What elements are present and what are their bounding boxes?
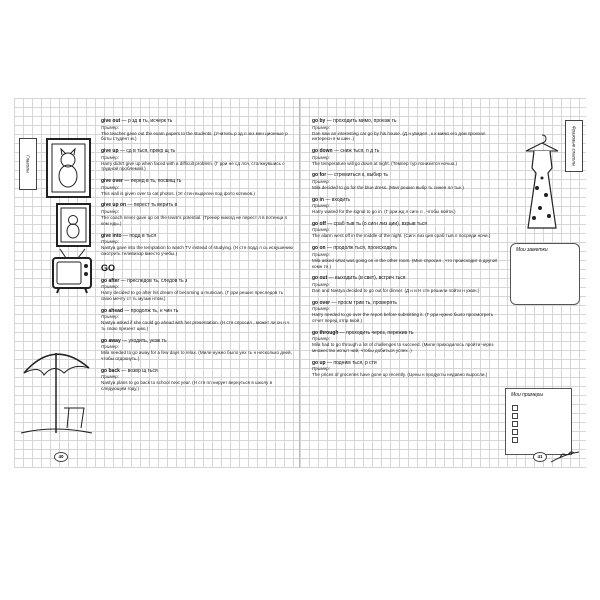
phrasal-verb-entry: [312, 330, 500, 354]
entry-example-label: Пример:: [101, 374, 119, 380]
entry-phrase: go for: [312, 172, 327, 179]
entry-example-ru: (Н стя спросил , может ли он н ч ть свою презент цию.): [101, 320, 290, 332]
entry-phrase: go on: [312, 245, 326, 252]
entry-example: [101, 350, 293, 362]
entry-meaning: — проходить мимо, проезж ть: [326, 118, 397, 124]
entry-example-en: Harry needed to go over the report before submitting it.: [312, 312, 424, 318]
entry-phrase: go away: [101, 337, 121, 344]
entry-example-en: Mila asked what was going on in the other room.: [312, 257, 411, 263]
entry-example-en: The teacher gave out the exam papers to the students.: [101, 130, 213, 136]
entry-example-ru: (Н стя подд л сь искушению смотреть телевизор вместо учебы.): [101, 245, 294, 256]
entry-example-ru: (Мил спросил , что происходит в другой комн те.): [312, 257, 497, 269]
entry-phrase: go off: [312, 220, 326, 227]
phrasal-verb-entry: [312, 275, 500, 293]
entry-example-en: The prices of groceries have gone up recently.: [312, 372, 407, 378]
entry-example: [101, 245, 293, 257]
entry-meaning: — сд в ться, прекр щ ть: [119, 148, 176, 155]
entry-example: [312, 258, 500, 270]
entry-example-ru: (Миле нужно было уех ть н несколько дней, чтобы отдохнуть.): [101, 350, 292, 362]
entry-phrase: go through: [312, 329, 339, 336]
entry-example-en: The temperature will go down at night.: [312, 160, 390, 166]
entry-example-label: Пример:: [101, 208, 119, 214]
framed-cat-picture-icon: [46, 138, 91, 198]
entry-phrase: go over: [312, 299, 331, 306]
entry-example-en: Dan and Nastya decided to go out for dinner.: [312, 287, 404, 293]
phrasal-verb-entry: [312, 245, 500, 269]
entry-example-en: Harry didn't give up when faced with a difficult problem.: [101, 160, 214, 166]
book-spread: [14, 98, 586, 468]
checkbox[interactable]: [512, 413, 518, 419]
entry-example-en: Nastya asked if she could go ahead with her presentation.: [101, 320, 219, 326]
entry-example: [312, 185, 500, 191]
entry-phrase: give up on: [101, 202, 126, 209]
entry-example-ru: (Г рри нужно было просмотреть отчет перед отпр вкой.): [312, 312, 494, 323]
entry-example-label: Пример:: [312, 154, 330, 160]
entry-meaning: — перест ть верить в: [127, 202, 178, 209]
entry-example-ru: (Г рри не сд лся, столкнувшись с трудной проблемой.): [101, 160, 285, 172]
dress-hanger-icon: [522, 133, 562, 233]
entry-meaning: — возвр щ ться: [121, 367, 158, 374]
right-side-tab: [565, 120, 583, 172]
phrasal-verb-entry: [101, 202, 293, 226]
entry-example-label: Пример:: [101, 314, 119, 320]
phrasal-verb-entry: [312, 300, 500, 324]
entry-example-ru: (Сигн лиз ция сраб тыв л посреди ночи.): [403, 233, 491, 239]
phrasal-verb-entry: [101, 308, 293, 332]
entry-meaning: — уходить, уезж ть: [122, 337, 167, 344]
left-column: [101, 118, 293, 398]
entry-example-label: Пример:: [312, 251, 330, 257]
entry-example-en: Nastya gave into the temptation to watch TV instead of studying.: [101, 245, 232, 251]
phrasal-verb-entry: [312, 148, 500, 166]
phrasal-verb-entry: [312, 221, 500, 239]
entry-meaning: — подним ться, р сти: [327, 359, 377, 366]
checkbox[interactable]: [512, 421, 518, 427]
entry-meaning: — сраб тыв ть (о сигн лиз ции), взрыв ться: [327, 220, 428, 227]
entry-example-label: Пример:: [312, 203, 330, 209]
entry-example-en: Mila needed to go away for a few days to relax.: [101, 350, 198, 356]
entry-example: [312, 372, 500, 378]
entry-example-en: The coach never gave up on the team's potential.: [101, 214, 202, 220]
entry-example-ru: (Д н и Н стя решили пойти н ужин.): [404, 287, 480, 293]
entry-example-label: Пример:: [101, 239, 119, 245]
left-side-tab-label: Глаголы: [25, 155, 31, 173]
phrasal-verb-entry: [101, 118, 293, 142]
entry-phrase: go down: [312, 148, 333, 155]
entry-example-en: Nastya plans to go back to school next year.: [101, 380, 191, 386]
entry-example: [101, 161, 293, 173]
entry-phrase: go up: [312, 359, 326, 366]
entry-example-label: Пример:: [312, 227, 330, 233]
entry-example: [101, 290, 293, 302]
entry-example: [101, 191, 293, 197]
entry-example: [312, 131, 500, 143]
entry-meaning: — проходить через, пережив ть: [339, 329, 414, 336]
entry-example-en: The alarm went off in the middle of the night.: [312, 233, 403, 239]
entry-example-ru: (Г рри жд л сигн л , чтобы войти.): [384, 209, 456, 215]
entry-phrase: go back: [101, 367, 120, 374]
checkbox[interactable]: [512, 405, 518, 411]
entry-phrase: go after: [101, 277, 120, 284]
entry-example-ru: (Тренер никогд не перест л в потенци л ком нды.): [101, 214, 288, 226]
notes-box[interactable]: [510, 243, 580, 305]
entry-example: [312, 288, 500, 294]
entry-meaning: — входить: [325, 196, 351, 203]
entry-example-ru: (Г рри решил преследов ть свою мечту ст ть музык нтом.): [101, 290, 284, 301]
entry-example-label: Пример:: [312, 366, 330, 372]
phrasal-verb-entry: [312, 197, 500, 215]
entry-phrase: go by: [312, 118, 326, 124]
entry-example: [101, 131, 293, 143]
entry-meaning: — р зд в ть, исчерк ть: [121, 118, 173, 124]
entry-meaning: — просм трив ть, проверять: [331, 299, 397, 306]
entry-meaning: — стремиться к, выбир ть: [327, 172, 388, 179]
entry-example-en: Dan saw an interesting car go by his house.: [312, 130, 402, 136]
entry-example-ru: (Учитель р зд л экз мен ционные р боты студент м.): [101, 130, 288, 142]
entry-example-label: Пример:: [101, 344, 119, 350]
entry-meaning: — подд в ться: [122, 232, 157, 239]
entry-example: [101, 320, 293, 332]
page-number: 41: [533, 452, 547, 462]
entry-phrase: give up: [101, 148, 119, 155]
phrasal-verb-entry: [101, 233, 293, 257]
entry-example-label: Пример:: [312, 178, 330, 184]
examples-box[interactable]: [505, 388, 572, 455]
entry-example-ru: (Мил решил выбр ть синее пл тье.): [388, 184, 464, 190]
entry-example-en: Harry waited for the signal to go in.: [312, 209, 383, 215]
entry-example-ru: (Д н увидел , к к мимо его дом проехал интересн я м шин .): [312, 130, 486, 142]
entry-example: [312, 233, 500, 239]
retro-tv-icon: [52, 248, 92, 294]
entry-example-label: Пример:: [101, 284, 119, 290]
entry-meaning: — выходить (в свет), встреч ться: [328, 275, 406, 282]
entry-example: [312, 161, 500, 167]
entry-meaning: — сниж ться, п д ть: [333, 148, 380, 155]
entry-example-en: Harry decided to go after his dream of becoming a musician.: [101, 290, 224, 296]
phrasal-verb-entry: [101, 278, 293, 302]
entry-phrase: give over: [101, 178, 123, 185]
entry-example-en: This wall is given over to cat photos.: [101, 190, 175, 196]
entry-example-ru: (Эт стен выделен под фото котиков.): [176, 190, 255, 196]
entry-example-label: Пример:: [312, 281, 330, 287]
entry-phrase: give into: [101, 232, 122, 239]
entry-example-ru: (Миле приходилось пройти через множество испыт ний, чтобы добиться успех .): [312, 342, 494, 354]
entry-meaning: — перед в ть, посвящ ть: [124, 178, 182, 185]
phrasal-verb-entry: [101, 368, 293, 392]
phrasal-verb-entry: [101, 178, 293, 196]
entry-example: [101, 380, 293, 392]
entry-example-label: Пример:: [101, 124, 119, 130]
checkbox[interactable]: [512, 437, 518, 443]
entry-phrase: go ahead: [101, 307, 123, 314]
entry-example-label: Пример:: [312, 124, 330, 130]
page-number: 40: [54, 452, 68, 462]
phrasal-verb-entry: [312, 118, 500, 142]
entry-example-label: Пример:: [101, 154, 119, 160]
examples-title: Мои примеры: [511, 392, 544, 398]
notes-title: Мои заметки: [516, 247, 548, 253]
right-column: [312, 118, 500, 384]
entry-example-label: Пример:: [101, 184, 119, 190]
entry-phrase: go in: [312, 196, 324, 203]
entry-example: [312, 342, 500, 354]
entry-example-label: Пример:: [312, 306, 330, 312]
phrasal-verb-entry: [312, 172, 500, 190]
entry-meaning: — продолж ть, н чин ть: [124, 307, 179, 314]
checkbox[interactable]: [512, 429, 518, 435]
entry-example-ru: (Темпер тур понизится ночью.): [391, 160, 458, 166]
beach-umbrella-icon: [19, 333, 94, 443]
entry-example: [312, 209, 500, 215]
entry-example-ru: (Цены н продукты недавно выросли.): [407, 372, 488, 378]
entry-meaning: — продолж ться, происходить: [327, 245, 397, 252]
leaf-sprig-icon: [550, 450, 580, 464]
phrasal-verb-entry: [101, 148, 293, 172]
section-heading: GO: [101, 262, 116, 273]
phrasal-verb-entry: [101, 338, 293, 362]
right-side-tab-label: Фразовые глаголы: [571, 125, 577, 167]
entry-example-ru: (Н стя пл нирует вернуться в школу в следующем году.): [101, 380, 273, 392]
phrasal-verb-entry: [312, 360, 500, 378]
entry-phrase: go out: [312, 275, 328, 282]
entry-example-en: Mila had to go through a lot of challenges to succeed.: [312, 342, 421, 348]
entry-meaning: — преследов ть, следов ть з: [120, 277, 188, 284]
left-side-tab: [19, 138, 37, 190]
left-page: [14, 98, 300, 468]
entry-phrase: give out: [101, 118, 121, 124]
entry-example-en: Mila decided to go for the blue dress.: [312, 184, 388, 190]
entry-example: [101, 215, 293, 227]
entry-example: [312, 312, 500, 324]
framed-cat-small-icon: [56, 203, 91, 247]
right-page: [300, 98, 586, 468]
entry-example-label: Пример:: [312, 336, 330, 342]
